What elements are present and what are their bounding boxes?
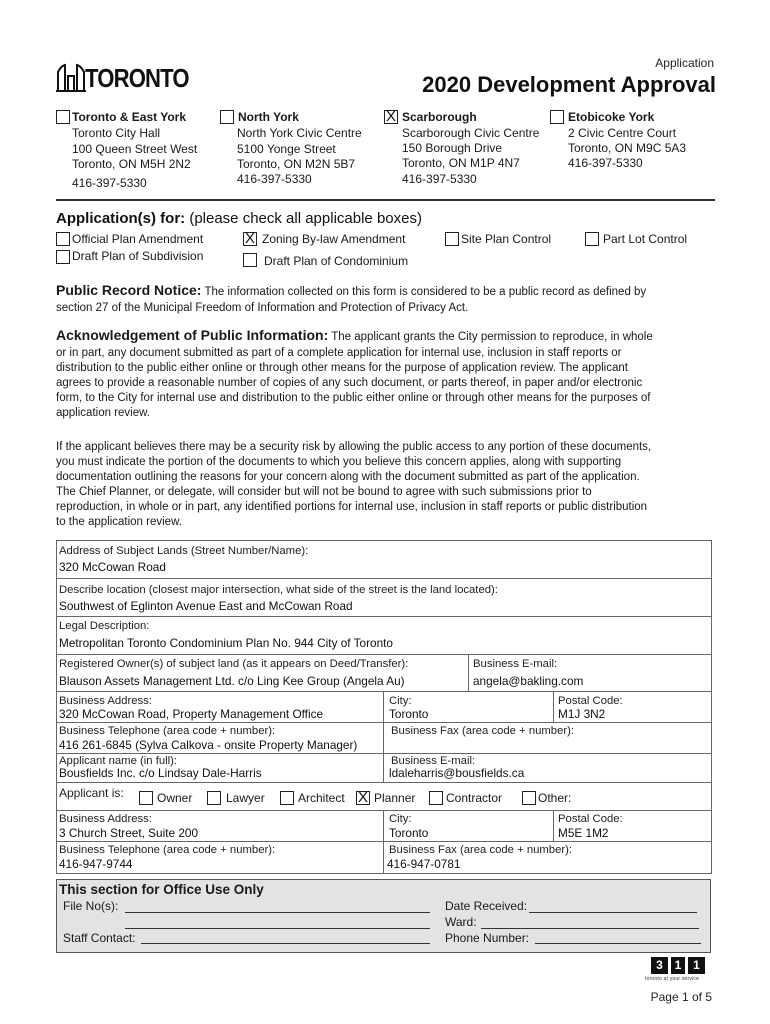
owner-telephone-field[interactable]: 416 261-6845 (Sylva Calkova - onsite Property Manager) [59, 738, 358, 752]
toronto-logo [56, 62, 189, 93]
ward-line[interactable] [481, 928, 699, 929]
district-scarborough [384, 109, 549, 194]
district-line: Scarborough Civic Centre [402, 126, 540, 140]
owner-postal-field[interactable]: M1J 3N2 [558, 707, 606, 721]
location-field[interactable]: Southwest of Eglinton Avenue East and McCowan Road [59, 599, 353, 613]
district-line: Toronto, ON M1P 4N7 [402, 156, 520, 170]
district-line: 416-397-5330 [72, 176, 147, 190]
logo-wordmark: TORONTO [85, 63, 189, 93]
option-checkbox[interactable] [585, 232, 599, 246]
district-line: Toronto, ON M2N 5B7 [237, 157, 356, 171]
applicant-type-checkbox[interactable] [522, 791, 536, 805]
page-number: Page 1 of 5 [650, 990, 712, 1004]
district-line: Toronto, ON M5H 2N2 [72, 157, 191, 171]
risk-line: to the application review. [56, 516, 182, 528]
applicant-postal-field[interactable]: M5E 1M2 [558, 826, 609, 840]
owner-fax-label: Business Fax (area code + number): [391, 725, 575, 737]
district-line: North York Civic Centre [237, 126, 362, 140]
district-line: Toronto City Hall [72, 126, 161, 140]
city-hall-icon [56, 62, 86, 92]
applicant-telephone-label: Business Telephone (area code + number): [59, 844, 276, 856]
public-record-line: The information collected on this form is considered to be a public record as defined by [204, 286, 647, 298]
applicant-type-label: Lawyer [226, 791, 265, 805]
risk-line: you must indicate the portion of the documents to which you believe this concern applies, along with supporting [56, 456, 622, 468]
option-label: Draft Plan of Condominium [264, 254, 409, 268]
applicant-type-label: Planner [374, 791, 416, 805]
ack-line: or in part, any document submitted as part of a complete application for internal use, inclusion in staff reports or [56, 347, 622, 359]
applicant-type-label: Other: [538, 791, 572, 805]
applicant-city-label: City: [389, 813, 412, 825]
applicant-fax-field[interactable]: 416-947-0781 [387, 857, 461, 871]
applicant-postal-label: Postal Code: [558, 813, 623, 825]
applicant-type-label: Owner [157, 791, 193, 805]
owner-city-field[interactable]: Toronto [389, 707, 429, 721]
applicant-type-checkbox[interactable] [429, 791, 443, 805]
option-checkbox[interactable] [243, 253, 257, 267]
staff-contact-line[interactable] [141, 943, 430, 944]
security-risk-notice [56, 440, 716, 530]
applicant-is-label: Applicant is: [59, 786, 124, 800]
option-checkbox[interactable] [56, 232, 70, 246]
district-checkbox[interactable] [550, 110, 564, 124]
staff-contact-label: Staff Contact: [63, 931, 136, 945]
district-line: 150 Borough Drive [402, 141, 503, 155]
risk-line: If the applicant believes there may be a security risk by allowing the public access to any portion of these documents, [56, 441, 652, 453]
district-checkbox[interactable]: X [385, 108, 396, 125]
district-etobicoke-york [550, 109, 715, 194]
phone-number-label: Phone Number: [445, 931, 530, 945]
applicant-type-checkbox[interactable] [139, 791, 153, 805]
phone-number-line[interactable] [535, 943, 701, 944]
311-tagline: toronto at your service [645, 976, 700, 982]
risk-line: reproduction, in whole or in part, any identified portions for internal use, inclusion in staff reports or public distribution [56, 501, 648, 513]
option-checkbox[interactable] [445, 232, 459, 246]
applicant-name-field[interactable]: Bousfields Inc. c/o Lindsay Dale-Harris [59, 766, 262, 780]
option-label: Site Plan Control [461, 232, 552, 246]
header-divider [56, 199, 715, 201]
owner-city-label: City: [389, 695, 412, 707]
311-badge [645, 957, 713, 983]
office-use-title: This section for Office Use Only [59, 882, 264, 897]
district-line: 416-397-5330 [402, 172, 477, 186]
option-checkbox[interactable]: X [244, 230, 255, 247]
district-name: North York [238, 110, 299, 124]
ack-line: form, to the City for internal use and distribution to the public either online or through other means for the purposes of [56, 392, 651, 404]
date-received-label: Date Received: [445, 899, 528, 913]
applicant-email-label: Business E-mail: [391, 755, 476, 767]
owner-address-field[interactable]: 320 McCowan Road, Property Management Office [59, 707, 324, 721]
owner-email-field[interactable]: angela@bakling.com [473, 674, 584, 688]
file-number-line-2[interactable] [125, 928, 430, 929]
applications-heading-note: (please check all applicable boxes) [189, 210, 422, 227]
applicant-name-label: Applicant name (in full): [59, 755, 178, 767]
option-checkbox[interactable] [56, 250, 70, 264]
ack-title: Acknowledgement of Public Information: [56, 327, 329, 343]
ack-line: application review. [56, 407, 150, 419]
311-digit: 1 [688, 957, 705, 974]
public-record-title: Public Record Notice: [56, 282, 202, 298]
district-line: 416-397-5330 [237, 172, 312, 186]
application-kicker: Application [655, 56, 714, 70]
ward-label: Ward: [445, 915, 477, 929]
location-label: Describe location (closest major intersection, what side of the street is the land located): [59, 584, 498, 596]
311-digit: 1 [671, 957, 685, 974]
applications-heading-label: Application(s) for: [56, 210, 186, 227]
owner-telephone-label: Business Telephone (area code + number): [59, 725, 276, 737]
public-record-line: section 27 of the Municipal Freedom of Information and Protection of Privacy Act. [56, 302, 469, 314]
district-line: 416-397-5330 [568, 156, 643, 170]
applications-heading [56, 210, 422, 227]
owner-field[interactable]: Blauson Assets Management Ltd. c/o Ling Kee Group (Angela Au) [59, 674, 405, 688]
legal-label: Legal Description: [59, 620, 150, 632]
district-toronto-east-york [56, 109, 216, 194]
owner-postal-label: Postal Code: [558, 695, 623, 707]
owner-label: Registered Owner(s) of subject land (as it appears on Deed/Transfer): [59, 658, 409, 670]
district-checkbox[interactable] [220, 110, 234, 124]
district-line: 5100 Yonge Street [237, 142, 336, 156]
page-title: 2020 Development Approval [422, 72, 716, 97]
owner-email-label: Business E-mail: [473, 658, 558, 670]
district-line: Toronto, ON M9C 5A3 [568, 141, 687, 155]
public-record-notice [56, 283, 716, 316]
option-label: Zoning By-law Amendment [262, 232, 406, 246]
risk-line: The Chief Planner, or delegate, will consider but will not be bound to agree with such submissions prior to [56, 486, 592, 498]
district-name: Etobicoke York [568, 110, 655, 124]
district-line: 2 Civic Centre Court [568, 126, 677, 140]
district-line: 100 Queen Street West [72, 142, 198, 156]
applicant-fax-label: Business Fax (area code + number): [389, 844, 573, 856]
ack-line: agrees to provide a reasonable number of copies of any such document, or parts thereof, in paper and/or electronic [56, 377, 643, 389]
owner-address-label: Business Address: [59, 695, 152, 707]
risk-line: documentation outlining the reasons for your concern along with the document submitted as part of the application. [56, 471, 640, 483]
311-digit: 3 [651, 957, 668, 974]
option-label: Part Lot Control [603, 232, 688, 246]
applicant-type-label: Contractor [446, 791, 503, 805]
district-name: Toronto & East York [72, 110, 187, 124]
date-received-line[interactable] [529, 912, 697, 913]
ack-line: distribution to the public either online or through other means for the purpose of application review. The applicant [56, 362, 628, 374]
option-label: Draft Plan of Subdivision [72, 249, 204, 263]
applicant-type-checkbox[interactable] [207, 791, 221, 805]
option-label: Official Plan Amendment [72, 232, 204, 246]
legal-field[interactable]: Metropolitan Toronto Condominium Plan No. 944 City of Toronto [59, 636, 393, 650]
address-field[interactable]: 320 McCowan Road [59, 560, 166, 574]
applicant-type-checkbox[interactable] [280, 791, 294, 805]
acknowledgement-notice [56, 328, 716, 421]
district-name: Scarborough [402, 110, 477, 124]
applicant-email-field[interactable]: ldaleharris@bousfields.ca [389, 766, 525, 780]
file-number-line[interactable] [125, 912, 430, 913]
applicant-address-label: Business Address: [59, 813, 152, 825]
applicant-type-label: Architect [298, 791, 345, 805]
applicant-address-field[interactable]: 3 Church Street, Suite 200 [59, 826, 199, 840]
district-north-york [220, 109, 380, 194]
ack-line: The applicant grants the City permission to reproduce, in whole [331, 331, 653, 343]
office-use-section [56, 879, 711, 953]
applicant-type-checkbox[interactable]: X [357, 789, 368, 806]
file-number-label: File No(s): [63, 899, 119, 913]
applicant-telephone-field[interactable]: 416-947-9744 [59, 857, 133, 871]
district-checkbox[interactable] [56, 110, 70, 124]
address-label: Address of Subject Lands (Street Number/Name): [59, 545, 309, 557]
applicant-city-field[interactable]: Toronto [389, 826, 429, 840]
